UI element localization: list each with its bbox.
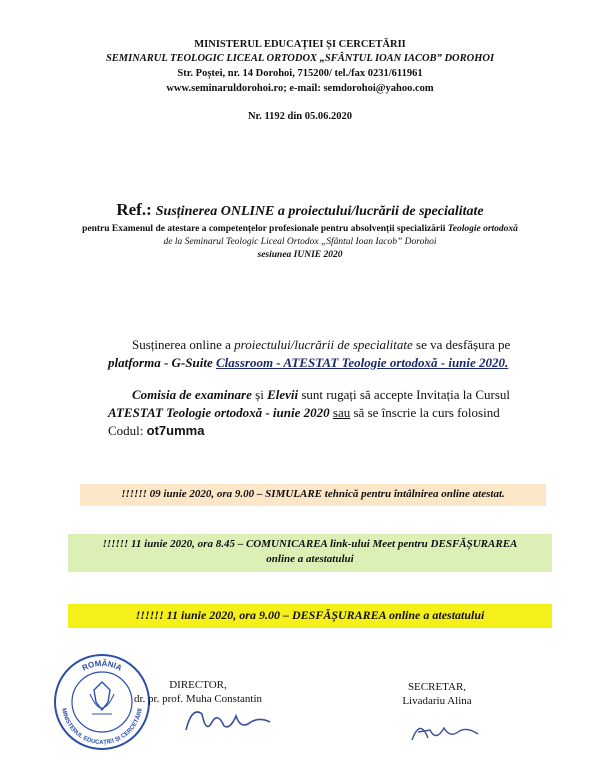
notice-exam: !!!!!! 11 iunie 2020, ora 9.00 – DESFĂȘURAREA online a atestatului — [68, 604, 552, 628]
secretar-block — [382, 680, 492, 708]
school-address: Str. Poștei, nr. 14 Dorohoi, 715200/ tel./fax 0231/611961 — [177, 68, 423, 79]
ref-title: Susținerea ONLINE a proiectului/lucrării de specialitate — [155, 204, 484, 219]
notice-simulation: !!!!!! 09 iunie 2020, ora 9.00 – SIMULARE tehnică pentru întâlnirea online atestat. — [80, 484, 546, 506]
ministry-heading: MINISTERUL EDUCAȚIEI ȘI CERCETĂRII — [194, 39, 406, 50]
secretar-name: Livadariu Alina — [402, 695, 472, 707]
school-name: SEMINARUL TEOLOGIC LICEAL ORTODOX „SFÂNTUL IOAN IACOB” DOROHOI — [105, 53, 495, 64]
svg-text:MINISTERUL EDUCAȚIEI ȘI CERCET: MINISTERUL EDUCAȚIEI ȘI CERCETĂRII — [60, 707, 144, 747]
school-contact: www.seminaruldorohoi.ro; e-mail: semdorohoi@yahoo.com — [166, 83, 434, 94]
secretar-signature — [406, 714, 486, 748]
notice-meet-link: !!!!!! 11 iunie 2020, ora 8.45 – COMUNICAREA link-ului Meet pentru DESFĂȘURAREA online a atestatului — [68, 534, 552, 572]
secretar-title: SECRETAR, — [407, 681, 467, 693]
director-name: dr. pr. prof. Muha Constantin — [133, 693, 263, 705]
ref-subtitle-1: pentru Examenul de atestare a competențelor profesionale pentru absolvenții specializării Teologie ortodoxă — [82, 224, 518, 234]
classroom-link[interactable]: Classroom - ATESTAT Teologie ortodoxă - iunie 2020. — [215, 355, 509, 370]
paragraph-invitation: Comisia de examinare și Elevii sunt rugați să accepte Invitația la Cursul ATESTAT Teologie ortodoxă - iunie 2020 sau să se înscrie la curs folosind Codul: ot7umma — [108, 387, 511, 438]
ref-label: Ref.: — [116, 200, 152, 219]
registration-number: Nr. 1192 din 05.06.2020 — [247, 111, 353, 122]
director-title: DIRECTOR, — [169, 679, 227, 691]
ref-subtitle-2: de la Seminarul Teologic Liceal Ortodox „Sfântul Ioan Iacob” Dorohoi — [163, 237, 437, 247]
class-code: ot7umma — [146, 423, 205, 438]
reference-line — [0, 200, 600, 220]
svg-text:ROMÂNIA: ROMÂNIA — [80, 658, 124, 673]
ref-session: sesiunea IUNIE 2020 — [257, 250, 343, 260]
paragraph-platform: Susținerea online a proiectului/lucrării de specialitate se va desfășura pe platforma - G-Suite Classroom - ATESTAT Teologie ortodoxă - iunie 2020. — [108, 337, 511, 370]
director-signature — [180, 700, 280, 740]
